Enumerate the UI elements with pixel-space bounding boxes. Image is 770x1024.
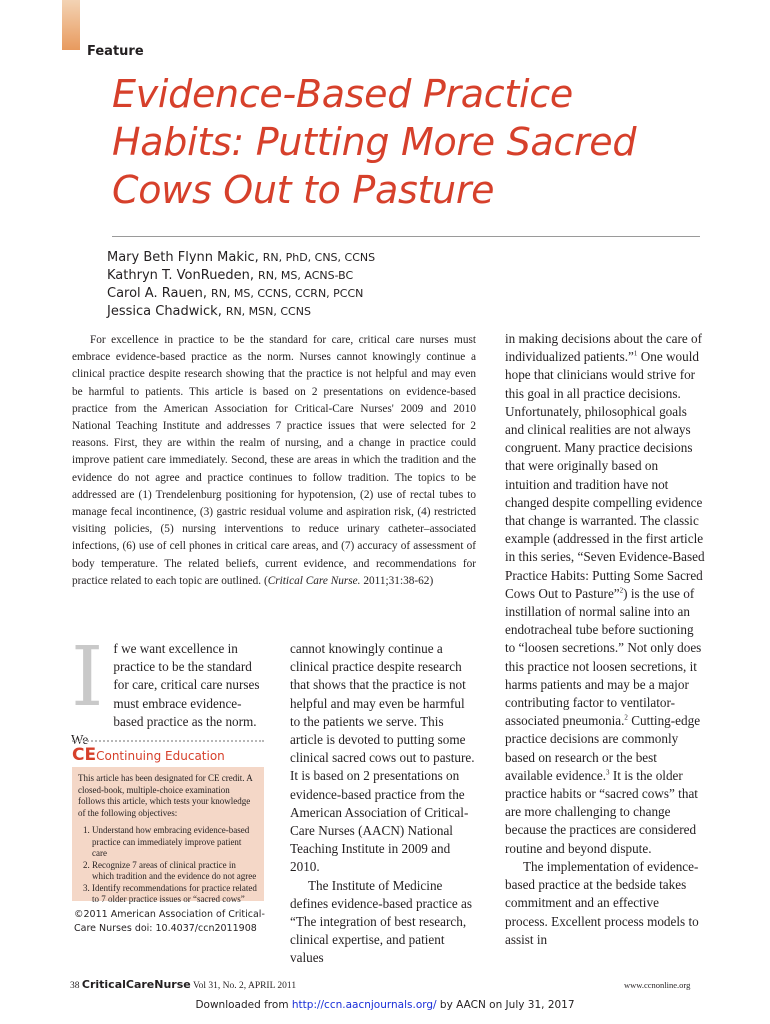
ce-label: Continuing Education <box>96 749 225 763</box>
reference-marker: 2 <box>619 586 624 595</box>
reference-marker: 3 <box>606 768 610 777</box>
download-prefix: Downloaded from <box>195 999 292 1011</box>
text-run: in making decisions about the care of individualized patients.” <box>505 331 703 365</box>
ce-objective: 3. Identify recommendations for practice related to 7 older practice issues or “sacred cows” <box>92 883 258 906</box>
ce-objective: 2. Recognize 7 areas of clinical practice in which tradition and the evidence do not agree <box>92 860 258 883</box>
reference-marker: 1 <box>633 349 638 358</box>
body-paragraph: cannot knowingly continue a clinical practice despite research that shows that the practice is not helpful and may even be harmful to the patients we serve. This article is devoted to putting some clinical sacred cows out to pasture. It is based on 2 presentations on evidence-based practice from the American Association of Critical-Care Nurses (AACN) National Teaching Institute in 2009 and 2010. <box>290 641 475 875</box>
author-1 <box>107 248 375 266</box>
abstract-text: For excellence in practice to be the standard for care, critical care nurses must embrace evidence-based practice as the norm. Nurses cannot knowingly continue a clinical practice despite research showing that the practice is not helpful and may even be harmful to patients. This article is based on 2 presentations on evidence-based practice from the American Association for Critical-Care Nurses' 2009 and 2010 National Teaching Institute and addresses 7 practice issues that were selected for 2 reasons. First, they are within the realm of nursing, and a change in practice could improve patient care immediately. Second, these are areas in which the tradition and the evidence do not agree and practice continues to follow tradition. The topics to be addressed are (1) Trendelenburg positioning for hypotension, (2) use of rectal tubes to manage fecal incontinence, (3) gastric residual volume and aspiration risk, (4) restricted visiting policies, (5) nursing interventions to reduce urinary catheter–associated infections, (6) use of cell phones in critical care areas, and (7) accuracy of assessment of body temperature. The related beliefs, current evidence, and recommendations for practice related to each topic are outlined. <box>72 334 476 587</box>
page-number: 38 <box>70 981 80 991</box>
author-credentials: RN, PhD, CNS, CCNS <box>262 251 376 264</box>
abstract: For excellence in practice to be the standard for care, critical care nurses must embrace evidence-based practice as the norm. Nurses cannot knowingly continue a clinical practice despite research showing that the practice is not helpful and may even be harmful to patients. This article is based on 2 presentations on evidence-based practice from the American Association for Critical-Care Nurses' 2009 and 2010 National Teaching Institute and addresses 7 practice issues that were selected for 2 reasons. First, they are within the realm of nursing, and a change in practice could improve patient care immediately. Second, these are areas in which the tradition and the evidence do not agree and practice continues to follow tradition. The topics to be addressed are (1) Trendelenburg positioning for hypotension, (2) use of rectal tubes to manage fecal incontinence, (3) gastric residual volume and aspiration risk, (4) restricted visiting policies, (5) nursing interventions to reduce urinary catheter–associated infections, (6) use of cell phones in critical care areas, and (7) accuracy of assessment of body temperature. The related beliefs, current evidence, and recommendations for practice related to each topic are outlined. (Critical Care Nurse. 2011;31:38-62) <box>72 334 476 587</box>
page-footer <box>70 978 296 991</box>
ce-intro: This article has been designated for CE credit. A closed-book, multiple-choice examination follows this article, which tests your knowledge of the following objectives: <box>78 773 253 818</box>
ce-box <box>72 767 264 904</box>
author-list <box>107 248 375 320</box>
body-column-2 <box>290 640 478 968</box>
author-2 <box>107 266 375 284</box>
ce-heading <box>72 745 225 765</box>
ce-objective: 1. Understand how embracing evidence-based practice can immediately improve patient care <box>92 825 258 860</box>
issue-info: Vol 31, No. 2, APRIL 2011 <box>192 981 297 991</box>
text-run: Cutting-edge practice decisions are commonly based on research or the best available evidence. <box>505 713 701 783</box>
body-paragraph: The Institute of Medicine defines evidence-based practice as “The integration of best research, clinical expertise, and patient values <box>290 877 472 966</box>
citation-journal: Critical Care Nurse. <box>267 574 361 587</box>
copyright-notice: ©2011 American Association of Critical-Care Nurses doi: 10.4037/ccn2011908 <box>74 909 265 934</box>
author-3 <box>107 284 375 302</box>
reference-marker: 2 <box>624 713 628 722</box>
author-credentials: RN, MSN, CCNS <box>225 305 311 318</box>
text-run: It is the older practice habits or “sacred cows” that are more challenging to change because the practices are considered routine and beyond dispute. <box>505 767 698 856</box>
citation-details: 2011;31:38-62) <box>363 574 434 587</box>
section-tab-mark <box>62 0 80 50</box>
author-credentials: RN, MS, CCNS, CCRN, PCCN <box>211 287 364 300</box>
ce-mark: CE <box>72 745 97 765</box>
author-name: Carol A. Rauen, <box>107 286 208 301</box>
text-run: One would hope that clinicians would strive for this goal in all practice decisions. Unfortunately, philosophical goals and clinical realities are not always congruent. Many practice decisions that were originally based on intuition and tradition have not changed despite compelling evidence that change is warranted. The classic example (addressed in the first article in this series, “Seven Evidence-Based Practice Habits: Putting Some Sacred Cows Out to Pasture” <box>505 349 705 601</box>
author-name: Mary Beth Flynn Makic, <box>107 250 259 265</box>
body-paragraph: The implementation of evidence-based practice at the bedside takes commitment and an effective process. Excellent process models to assist in <box>505 858 699 947</box>
body-paragraph: f we want excellence in practice to be the standard for care, critical care nurses must embrace evidence-based practice as the norm. We <box>71 641 260 748</box>
ce-divider <box>72 740 264 742</box>
drop-cap: I <box>71 630 104 725</box>
download-suffix: by AACN on July 31, 2017 <box>436 999 575 1011</box>
journal-logo: CriticalCareNurse <box>81 978 191 991</box>
section-label: Feature <box>87 44 144 59</box>
author-name: Jessica Chadwick, <box>107 304 222 319</box>
text-run: ) is the use of instillation of normal saline into an endotracheal tube before suctioning to “loosen secretions.” Not only does this practice not loosen secretions, it harms patients and may be a major contributing factor to ventilator-associated pneumonia. <box>505 585 702 729</box>
journal-website: www.ccnonline.org <box>624 980 691 990</box>
body-column-1 <box>71 630 267 749</box>
body-column-3 <box>505 330 705 949</box>
author-credentials: RN, MS, ACNS-BC <box>258 269 354 282</box>
body-paragraph <box>505 330 705 858</box>
article-title: Evidence-Based Practice Habits: Putting More Sacred Cows Out to Pasture <box>112 72 637 212</box>
title-divider <box>112 236 700 237</box>
download-notice <box>0 999 770 1011</box>
download-link[interactable]: http://ccn.aacnjournals.org/ <box>291 999 437 1011</box>
author-name: Kathryn T. VonRueden, <box>107 268 255 283</box>
author-4 <box>107 302 375 320</box>
ce-objectives <box>78 825 258 906</box>
